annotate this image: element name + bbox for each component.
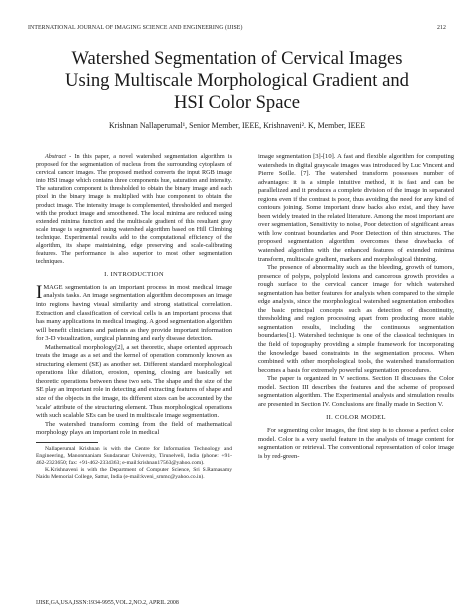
body-paragraph-3: The paper is organized in V sections. Section II discusses the Color model. Section III describes the features and the scheme of proposed segmentation algorithm. The Experimental analysis and simulation results are presented in Section IV. Conclusions are finally made in Section V. bbox=[258, 375, 454, 408]
intro-paragraph-1 bbox=[36, 281, 233, 344]
drop-cap: I bbox=[36, 281, 43, 303]
journal-name: INTERNATIONAL JOURNAL OF IMAGING SCIENCE AND ENGINEERING (IJISE) bbox=[28, 25, 243, 31]
page-number: 212 bbox=[437, 25, 446, 31]
intro-paragraph-3: The watershed transform coming from the field of mathematical morphology plays an important role in medical bbox=[36, 420, 232, 437]
title-line-1: Watershed Segmentation of Cervical Images bbox=[71, 48, 403, 69]
section-heading-color-model: II. COLOR MODEL bbox=[326, 414, 386, 422]
running-header bbox=[28, 25, 446, 35]
body-paragraph-2: The presence of abnormality such as the bleeding, growth of tumors, presence of polyps, polyploid lesions and cancerous growth provides a rough surface to the cervical cancer image for which watershed segmentation has better features for analysis when compared to the simple edge analysis, since the morphological watershed segmentation embodies the basic principal concepts such as detection of discontinuity, thresholding and region processing apart from producing more stable segmentation results, including the continuous segmentation boundaries[1]. Watershed technique is one of the classical techniques in the field of topography providing a simple framework for incorporating the knowledge based constraints in the segmentation process. When combined with other morphological tools, the watershed transformation becomes a basis for extremely powerful segmentation procedures. bbox=[258, 264, 454, 374]
intro-paragraph-1-text: MAGE segmentation is an important process in most medical image analysis tasks. An image segmentation algorithm decomposes an image into regions having visual similarity and strong statistical correlation. Extraction and classification of cervical cells is an important process that has many applications in medical imaging. A good segmentation algorithm will benefit clinicians and patients as they provide important information for 3-D visualization, surgical planning and early disease detection. bbox=[36, 283, 233, 343]
body-paragraph-1: image segmentation [3]-[10]. A fast and flexible algorithm for computing watersheds in digital grayscale images was introduced by Luc Vincent and Pierre Soille. [7]. The watershed transform possesses number of advantages: it is a simple intuitive method, it is fast and can be parallelized and it produces a complete division of the image in separated regions even if the contrast is poor, thus avoiding the need for any kind of contours joining. Some important draw backs also exist, and they have been widely treated in the related literature. Among the most important are over segmentation, Sensitivity to noise, Poor detection of significant areas with low contrast boundaries and Poor Detection of thin structures. The proposed segmentation algorithm overcomes these drawbacks of watershed algorithm with the enhanced features of extended minima transform, multiscale gradient, markers and morphological thinning. bbox=[258, 153, 454, 263]
paper-title bbox=[20, 48, 454, 114]
author-line: Krishnan Nallaperumal¹, Senior Member, IEEE, Krishnaveni². K, Member, IEEE bbox=[108, 121, 366, 130]
footnote-author-2: K.Krishnaveni is with the Department of Computer Science, Sri S.Ramasamy Naidu Memorial College, Sattur, India (e-mail:kveni_srnmc@yahoo.co.in). bbox=[36, 466, 232, 481]
left-column bbox=[36, 153, 232, 481]
footnote-author-1: Nallaperumal Krishnan is with the Centre for Information Technology and Engineering, Manonmaniam Sundaranar University, Tirunelveli, India (phone: +91-462-2323650; fax: +91-462-2334363; e-mail:krishnan17563@yahoo.com). bbox=[36, 445, 232, 466]
title-line-3: HSI Color Space bbox=[173, 92, 300, 113]
footnote-rule bbox=[36, 442, 98, 443]
abstract-text: - In this paper, a novel watershed segmentation algorithm is proposed for the segmentation of nucleus from the surrounding cytoplasm of cervical cancer images. The proposed method converts the input RGB image into HSI image which contains three components hue, saturation and intensity. The saturation component is thresholded to obtain the binary image and each pixel in the binary image is multiplied with hue component to obtain the product image. The intensity image is complemented, thresholded and merged with the product image and smoothened. The local minima are reduced using extended minima function and the multiscale gradient of this resultant gray scale image is segmented using watershed algorithm based on Hill Climbing technique. Experimental results add to the computational efficiency of the algorithm, its shape maintaining, edge preserving and scale-calibrating features. The performance is also superior to most other segmentation techniques. bbox=[36, 153, 232, 266]
right-column bbox=[258, 153, 454, 461]
title-line-2: Using Multiscale Morphological Gradient and bbox=[65, 70, 409, 91]
intro-paragraph-2: Mathematical morphology[2], a set theoretic, shape oriented approach treats the image as a set and the kernel of operation commonly known as structuring element (SE) as another set. Different standard morphological operations like dilation, erosion, opening, closing are basically set theoretic operations between these two sets. The shape and the size of the SE play an important role in detecting and extracting features of shape and size of the objects in the image, its different sizes can be accounted by the 'scale' attribute of the structuring element. Thus morphological operations with such scalable SEs can be used in multiscale image segmentation. bbox=[36, 343, 232, 420]
page-footer: IJISE,GA,USA,ISSN:1934-9955,VOL.2,NO.2, APRIL 2008 bbox=[36, 600, 179, 606]
abstract bbox=[36, 153, 232, 266]
abstract-label: Abstract bbox=[45, 153, 66, 160]
body-paragraph-4: For segmenting color images, the first step is to choose a perfect color model. Color is a very useful feature in the analysis of image content for segmentation or retrieval. The conventional representation of color image is by red-green- bbox=[258, 426, 454, 460]
section-heading-introduction: I. INTRODUCTION bbox=[104, 271, 164, 279]
